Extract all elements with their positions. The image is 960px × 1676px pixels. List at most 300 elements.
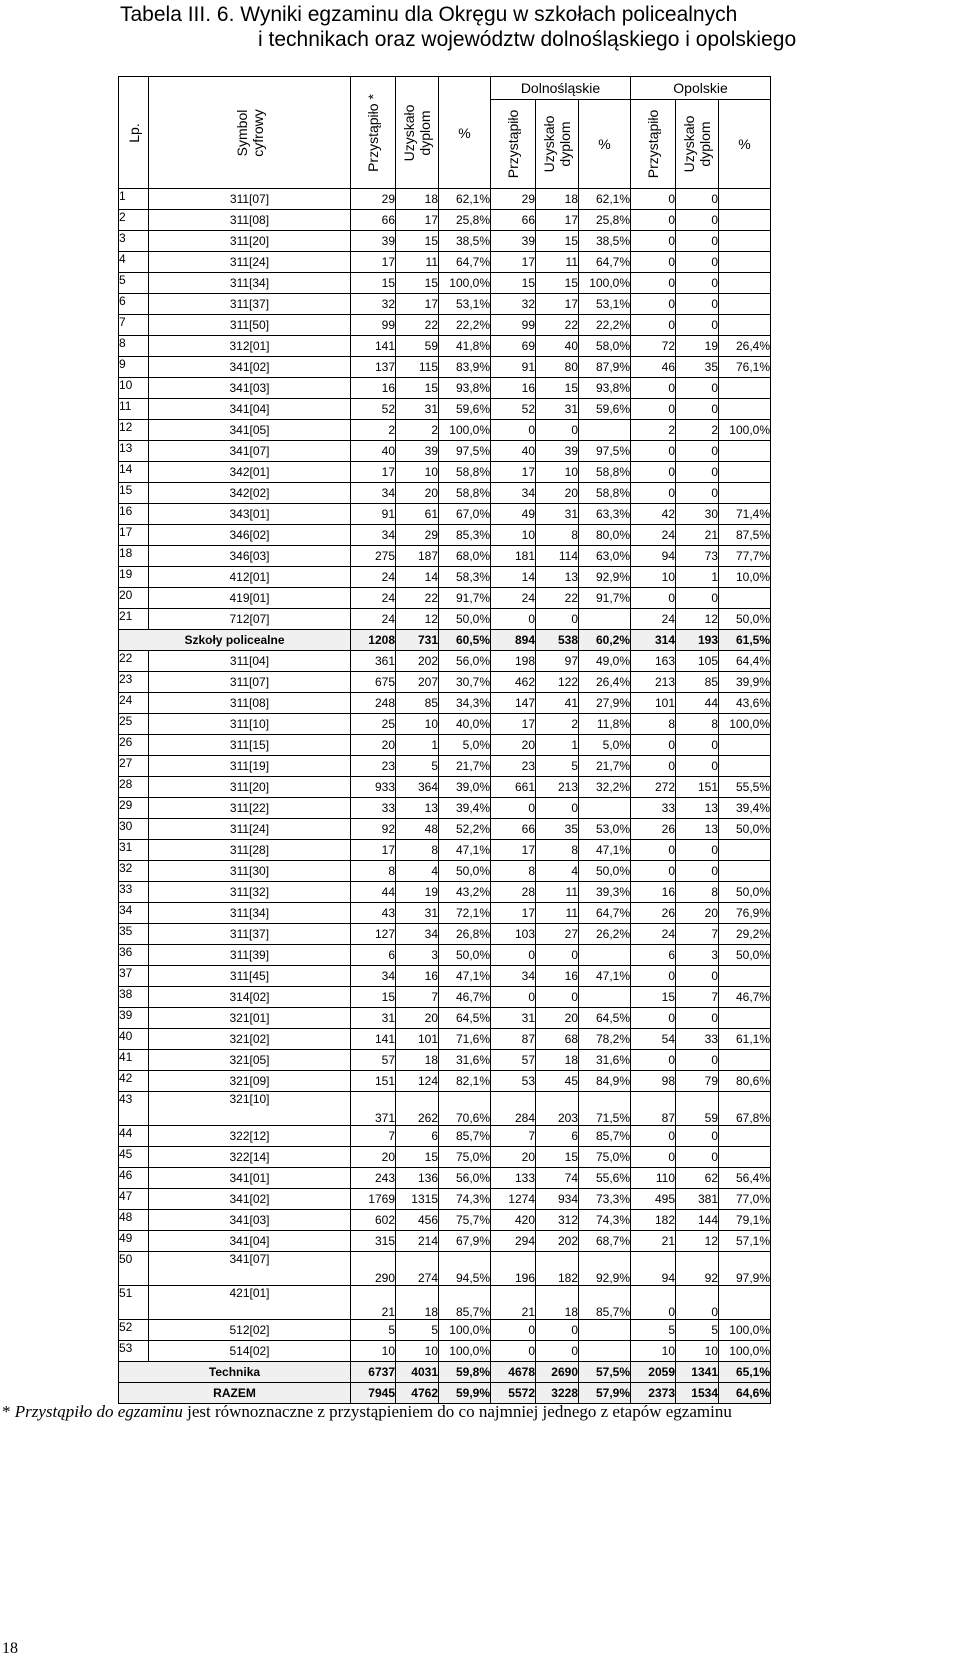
cell-opol-uzyskalo: 0 <box>676 441 719 462</box>
cell-dolno-uzyskalo: 11 <box>536 252 579 273</box>
table-row <box>119 798 771 819</box>
cell-dolno-pct: 58,0% <box>579 336 631 357</box>
cell-lp: 40 <box>119 1029 149 1050</box>
cell-przystapilo: 275 <box>351 546 396 567</box>
cell-lp: 34 <box>119 903 149 924</box>
header-symbol: Symbol cyfrowy <box>149 77 351 189</box>
cell-dolno-przystapilo: 103 <box>491 924 536 945</box>
cell-opol-przystapilo: 15 <box>631 987 676 1008</box>
cell-uzyskalo: 15 <box>396 231 439 252</box>
cell-dolno-pct: 68,7% <box>579 1231 631 1252</box>
cell-opol-pct: 57,1% <box>719 1231 771 1252</box>
cell-uzyskalo: 19 <box>396 882 439 903</box>
cell-przystapilo: 24 <box>351 567 396 588</box>
cell-symbol: 341[05] <box>149 420 351 441</box>
cell-opol-uzyskalo: 0 <box>676 1008 719 1029</box>
cell-pct: 58,8% <box>439 462 491 483</box>
table-row <box>119 1189 771 1210</box>
cell-uzyskalo: 39 <box>396 441 439 462</box>
cell-przystapilo: 24 <box>351 588 396 609</box>
cell-opol-uzyskalo: 1341 <box>676 1362 719 1383</box>
cell-pct: 26,8% <box>439 924 491 945</box>
cell-opol-przystapilo: 0 <box>631 399 676 420</box>
cell-dolno-uzyskalo: 0 <box>536 1320 579 1341</box>
cell-lp: 37 <box>119 966 149 987</box>
cell-symbol: 514[02] <box>149 1341 351 1362</box>
cell-opol-przystapilo: 0 <box>631 1126 676 1147</box>
cell-dolno-uzyskalo: 97 <box>536 651 579 672</box>
table-row <box>119 1341 771 1362</box>
cell-przystapilo: 44 <box>351 882 396 903</box>
cell-symbol: 311[08] <box>149 210 351 231</box>
cell-dolno-uzyskalo: 4 <box>536 861 579 882</box>
cell-dolno-uzyskalo: 68 <box>536 1029 579 1050</box>
cell-dolno-pct: 75,0% <box>579 1147 631 1168</box>
cell-przystapilo: 7 <box>351 1126 396 1147</box>
cell-dolno-pct <box>579 987 631 1008</box>
cell-lp: 7 <box>119 315 149 336</box>
cell-symbol: 712[07] <box>149 609 351 630</box>
cell-dolno-pct: 100,0% <box>579 273 631 294</box>
cell-lp: 50 <box>119 1252 149 1286</box>
table-row <box>119 588 771 609</box>
cell-przystapilo: 5 <box>351 1320 396 1341</box>
cell-dolno-pct: 26,2% <box>579 924 631 945</box>
cell-opol-przystapilo: 0 <box>631 189 676 210</box>
cell-lp: 51 <box>119 1286 149 1320</box>
cell-uzyskalo: 207 <box>396 672 439 693</box>
cell-opol-pct: 39,4% <box>719 798 771 819</box>
cell-dolno-pct: 31,6% <box>579 1050 631 1071</box>
cell-dolno-pct: 55,6% <box>579 1168 631 1189</box>
summary-label: RAZEM <box>119 1383 351 1404</box>
cell-uzyskalo: 17 <box>396 210 439 231</box>
cell-dolno-przystapilo: 661 <box>491 777 536 798</box>
cell-przystapilo: 7945 <box>351 1383 396 1404</box>
cell-lp: 30 <box>119 819 149 840</box>
cell-lp: 23 <box>119 672 149 693</box>
table-row <box>119 903 771 924</box>
cell-opol-uzyskalo: 0 <box>676 189 719 210</box>
cell-lp: 4 <box>119 252 149 273</box>
cell-dolno-pct: 64,7% <box>579 903 631 924</box>
cell-dolno-pct: 59,6% <box>579 399 631 420</box>
cell-symbol: 311[32] <box>149 882 351 903</box>
table-row <box>119 210 771 231</box>
cell-dolno-uzyskalo: 1 <box>536 735 579 756</box>
cell-przystapilo: 66 <box>351 210 396 231</box>
header-dolnoslaskie: Dolnośląskie <box>491 77 631 100</box>
cell-przystapilo: 315 <box>351 1231 396 1252</box>
cell-dolno-uzyskalo: 2690 <box>536 1362 579 1383</box>
cell-dolno-pct: 47,1% <box>579 840 631 861</box>
cell-uzyskalo: 61 <box>396 504 439 525</box>
cell-pct: 56,0% <box>439 651 491 672</box>
cell-dolno-przystapilo: 10 <box>491 525 536 546</box>
cell-dolno-uzyskalo: 31 <box>536 399 579 420</box>
cell-opol-pct <box>719 252 771 273</box>
cell-lp: 1 <box>119 189 149 210</box>
cell-dolno-uzyskalo: 538 <box>536 630 579 651</box>
cell-symbol: 321[02] <box>149 1029 351 1050</box>
cell-lp: 24 <box>119 693 149 714</box>
cell-dolno-przystapilo: 69 <box>491 336 536 357</box>
cell-dolno-uzyskalo: 74 <box>536 1168 579 1189</box>
cell-opol-pct: 50,0% <box>719 882 771 903</box>
cell-pct: 41,8% <box>439 336 491 357</box>
cell-lp: 19 <box>119 567 149 588</box>
cell-uzyskalo: 22 <box>396 315 439 336</box>
cell-uzyskalo: 262 <box>396 1092 439 1126</box>
cell-dolno-uzyskalo: 20 <box>536 1008 579 1029</box>
table-row <box>119 693 771 714</box>
cell-dolno-przystapilo: 31 <box>491 1008 536 1029</box>
cell-lp: 39 <box>119 1008 149 1029</box>
summary-label: Szkoły policealne <box>119 630 351 651</box>
cell-lp: 33 <box>119 882 149 903</box>
cell-pct: 39,4% <box>439 798 491 819</box>
cell-dolno-przystapilo: 87 <box>491 1029 536 1050</box>
cell-lp: 27 <box>119 756 149 777</box>
cell-pct: 100,0% <box>439 273 491 294</box>
cell-pct: 43,2% <box>439 882 491 903</box>
cell-dolno-przystapilo: 53 <box>491 1071 536 1092</box>
table-row <box>119 399 771 420</box>
table-row <box>119 735 771 756</box>
cell-opol-uzyskalo: 0 <box>676 840 719 861</box>
cell-przystapilo: 1208 <box>351 630 396 651</box>
cell-przystapilo: 92 <box>351 819 396 840</box>
cell-dolno-pct: 5,0% <box>579 735 631 756</box>
cell-dolno-przystapilo: 0 <box>491 1320 536 1341</box>
cell-opol-przystapilo: 0 <box>631 840 676 861</box>
table-row <box>119 609 771 630</box>
table-row <box>119 1147 771 1168</box>
cell-przystapilo: 17 <box>351 252 396 273</box>
cell-dolno-przystapilo: 0 <box>491 609 536 630</box>
cell-przystapilo: 34 <box>351 966 396 987</box>
cell-dolno-uzyskalo: 0 <box>536 609 579 630</box>
cell-opol-uzyskalo: 0 <box>676 588 719 609</box>
cell-przystapilo: 243 <box>351 1168 396 1189</box>
cell-dolno-uzyskalo: 15 <box>536 1147 579 1168</box>
header-pct: % <box>439 77 491 189</box>
cell-uzyskalo: 34 <box>396 924 439 945</box>
cell-opol-pct: 65,1% <box>719 1362 771 1383</box>
cell-opol-przystapilo: 2059 <box>631 1362 676 1383</box>
cell-symbol: 421[01] <box>149 1286 351 1320</box>
cell-dolno-pct: 32,2% <box>579 777 631 798</box>
cell-opol-przystapilo: 0 <box>631 252 676 273</box>
cell-lp: 15 <box>119 483 149 504</box>
cell-dolno-pct: 39,3% <box>579 882 631 903</box>
cell-opol-uzyskalo: 7 <box>676 924 719 945</box>
cell-uzyskalo: 101 <box>396 1029 439 1050</box>
cell-uzyskalo: 364 <box>396 777 439 798</box>
cell-opol-uzyskalo: 79 <box>676 1071 719 1092</box>
cell-opol-przystapilo: 54 <box>631 1029 676 1050</box>
cell-pct: 52,2% <box>439 819 491 840</box>
cell-symbol: 311[07] <box>149 672 351 693</box>
cell-dolno-pct: 73,3% <box>579 1189 631 1210</box>
cell-lp: 25 <box>119 714 149 735</box>
cell-dolno-pct <box>579 1341 631 1362</box>
cell-opol-przystapilo: 0 <box>631 231 676 252</box>
results-table <box>118 76 771 1404</box>
cell-przystapilo: 33 <box>351 798 396 819</box>
cell-uzyskalo: 7 <box>396 987 439 1008</box>
cell-opol-pct: 77,7% <box>719 546 771 567</box>
table-row <box>119 1210 771 1231</box>
cell-dolno-uzyskalo: 0 <box>536 798 579 819</box>
cell-dolno-pct: 47,1% <box>579 966 631 987</box>
cell-opol-pct: 100,0% <box>719 714 771 735</box>
cell-pct: 82,1% <box>439 1071 491 1092</box>
cell-dolno-pct: 53,1% <box>579 294 631 315</box>
table-row <box>119 651 771 672</box>
cell-opol-pct: 87,5% <box>719 525 771 546</box>
table-row <box>119 1252 771 1286</box>
cell-dolno-pct: 92,9% <box>579 567 631 588</box>
cell-lp: 38 <box>119 987 149 1008</box>
cell-opol-pct <box>719 399 771 420</box>
cell-dolno-pct: 25,8% <box>579 210 631 231</box>
cell-dolno-przystapilo: 7 <box>491 1126 536 1147</box>
cell-dolno-pct <box>579 945 631 966</box>
cell-symbol: 311[34] <box>149 903 351 924</box>
cell-pct: 67,0% <box>439 504 491 525</box>
cell-uzyskalo: 1315 <box>396 1189 439 1210</box>
cell-opol-przystapilo: 0 <box>631 756 676 777</box>
table-row <box>119 315 771 336</box>
cell-pct: 100,0% <box>439 1320 491 1341</box>
cell-opol-uzyskalo: 13 <box>676 798 719 819</box>
cell-symbol: 311[39] <box>149 945 351 966</box>
cell-dolno-przystapilo: 0 <box>491 945 536 966</box>
cell-uzyskalo: 85 <box>396 693 439 714</box>
cell-opol-pct <box>719 483 771 504</box>
cell-opol-pct: 76,1% <box>719 357 771 378</box>
cell-opol-pct: 46,7% <box>719 987 771 1008</box>
cell-dolno-przystapilo: 99 <box>491 315 536 336</box>
cell-pct: 74,3% <box>439 1189 491 1210</box>
cell-dolno-pct: 63,0% <box>579 546 631 567</box>
cell-uzyskalo: 15 <box>396 1147 439 1168</box>
cell-opol-uzyskalo: 0 <box>676 756 719 777</box>
cell-dolno-uzyskalo: 31 <box>536 504 579 525</box>
cell-opol-przystapilo: 21 <box>631 1231 676 1252</box>
cell-przystapilo: 17 <box>351 462 396 483</box>
cell-uzyskalo: 11 <box>396 252 439 273</box>
cell-dolno-pct: 74,3% <box>579 1210 631 1231</box>
cell-opol-uzyskalo: 0 <box>676 861 719 882</box>
cell-lp: 48 <box>119 1210 149 1231</box>
cell-pct: 50,0% <box>439 945 491 966</box>
cell-opol-pct: 50,0% <box>719 945 771 966</box>
cell-uzyskalo: 20 <box>396 483 439 504</box>
cell-symbol: 311[19] <box>149 756 351 777</box>
summary-row <box>119 1362 771 1383</box>
cell-dolno-przystapilo: 91 <box>491 357 536 378</box>
cell-przystapilo: 371 <box>351 1092 396 1126</box>
cell-lp: 18 <box>119 546 149 567</box>
cell-dolno-przystapilo: 32 <box>491 294 536 315</box>
cell-dolno-uzyskalo: 114 <box>536 546 579 567</box>
cell-pct: 100,0% <box>439 1341 491 1362</box>
cell-opol-uzyskalo: 0 <box>676 252 719 273</box>
cell-dolno-przystapilo: 0 <box>491 987 536 1008</box>
cell-opol-przystapilo: 101 <box>631 693 676 714</box>
cell-dolno-przystapilo: 1274 <box>491 1189 536 1210</box>
cell-lp: 21 <box>119 609 149 630</box>
cell-dolno-przystapilo: 147 <box>491 693 536 714</box>
cell-symbol: 311[20] <box>149 777 351 798</box>
cell-przystapilo: 8 <box>351 861 396 882</box>
cell-uzyskalo: 214 <box>396 1231 439 1252</box>
cell-opol-pct: 64,4% <box>719 651 771 672</box>
table-row <box>119 840 771 861</box>
cell-opol-pct <box>719 315 771 336</box>
cell-przystapilo: 361 <box>351 651 396 672</box>
cell-dolno-uzyskalo: 934 <box>536 1189 579 1210</box>
cell-symbol: 321[01] <box>149 1008 351 1029</box>
cell-symbol: 346[03] <box>149 546 351 567</box>
cell-opol-uzyskalo: 5 <box>676 1320 719 1341</box>
cell-opol-przystapilo: 0 <box>631 462 676 483</box>
cell-opol-przystapilo: 98 <box>631 1071 676 1092</box>
cell-dolno-uzyskalo: 22 <box>536 315 579 336</box>
cell-dolno-przystapilo: 15 <box>491 273 536 294</box>
table-row <box>119 966 771 987</box>
cell-opol-przystapilo: 0 <box>631 378 676 399</box>
table-row <box>119 483 771 504</box>
cell-dolno-uzyskalo: 40 <box>536 336 579 357</box>
header-przystapilo-star: Przystąpiło * <box>351 77 396 189</box>
cell-opol-uzyskalo: 92 <box>676 1252 719 1286</box>
cell-opol-uzyskalo: 0 <box>676 1286 719 1320</box>
cell-opol-uzyskalo: 19 <box>676 336 719 357</box>
cell-dolno-przystapilo: 34 <box>491 966 536 987</box>
table-row <box>119 1320 771 1341</box>
header-lp: Lp. <box>119 77 149 189</box>
cell-uzyskalo: 18 <box>396 1050 439 1071</box>
cell-opol-pct <box>719 231 771 252</box>
cell-lp: 41 <box>119 1050 149 1071</box>
cell-symbol: 311[28] <box>149 840 351 861</box>
cell-uzyskalo: 4031 <box>396 1362 439 1383</box>
cell-pct: 70,6% <box>439 1092 491 1126</box>
cell-przystapilo: 248 <box>351 693 396 714</box>
cell-dolno-uzyskalo: 6 <box>536 1126 579 1147</box>
header-dolno-pct: % <box>579 100 631 189</box>
cell-pct: 53,1% <box>439 294 491 315</box>
cell-lp: 3 <box>119 231 149 252</box>
cell-opol-przystapilo: 46 <box>631 357 676 378</box>
cell-pct: 75,0% <box>439 1147 491 1168</box>
cell-opol-przystapilo: 0 <box>631 210 676 231</box>
cell-dolno-uzyskalo: 0 <box>536 420 579 441</box>
cell-opol-uzyskalo: 1 <box>676 567 719 588</box>
cell-dolno-uzyskalo: 8 <box>536 840 579 861</box>
cell-opol-uzyskalo: 85 <box>676 672 719 693</box>
cell-opol-uzyskalo: 0 <box>676 315 719 336</box>
cell-dolno-przystapilo: 29 <box>491 189 536 210</box>
cell-uzyskalo: 274 <box>396 1252 439 1286</box>
cell-lp: 10 <box>119 378 149 399</box>
cell-uzyskalo: 59 <box>396 336 439 357</box>
cell-opol-uzyskalo: 0 <box>676 1126 719 1147</box>
cell-dolno-przystapilo: 66 <box>491 210 536 231</box>
cell-opol-pct: 79,1% <box>719 1210 771 1231</box>
table-row <box>119 987 771 1008</box>
cell-symbol: 311[08] <box>149 693 351 714</box>
cell-dolno-przystapilo: 17 <box>491 840 536 861</box>
cell-pct: 50,0% <box>439 609 491 630</box>
cell-opol-uzyskalo: 62 <box>676 1168 719 1189</box>
table-row <box>119 756 771 777</box>
cell-przystapilo: 57 <box>351 1050 396 1071</box>
cell-dolno-uzyskalo: 312 <box>536 1210 579 1231</box>
cell-opol-uzyskalo: 105 <box>676 651 719 672</box>
table-row <box>119 1050 771 1071</box>
cell-przystapilo: 43 <box>351 903 396 924</box>
cell-uzyskalo: 15 <box>396 378 439 399</box>
cell-opol-przystapilo: 6 <box>631 945 676 966</box>
cell-opol-przystapilo: 0 <box>631 441 676 462</box>
cell-symbol: 311[22] <box>149 798 351 819</box>
cell-symbol: 322[12] <box>149 1126 351 1147</box>
cell-symbol: 341[02] <box>149 357 351 378</box>
cell-pct: 71,6% <box>439 1029 491 1050</box>
cell-symbol: 341[07] <box>149 1252 351 1286</box>
cell-dolno-pct: 64,5% <box>579 1008 631 1029</box>
cell-uzyskalo: 1 <box>396 735 439 756</box>
table-body <box>119 189 771 1404</box>
table-row <box>119 1286 771 1320</box>
cell-opol-uzyskalo: 13 <box>676 819 719 840</box>
cell-dolno-przystapilo: 894 <box>491 630 536 651</box>
cell-opol-przystapilo: 0 <box>631 483 676 504</box>
cell-opol-przystapilo: 0 <box>631 861 676 882</box>
cell-symbol: 311[04] <box>149 651 351 672</box>
cell-lp: 42 <box>119 1071 149 1092</box>
cell-dolno-uzyskalo: 5 <box>536 756 579 777</box>
cell-symbol: 322[14] <box>149 1147 351 1168</box>
table-row <box>119 1029 771 1050</box>
table-row <box>119 567 771 588</box>
table-row <box>119 546 771 567</box>
cell-symbol: 311[37] <box>149 294 351 315</box>
cell-symbol: 341[04] <box>149 399 351 420</box>
cell-lp: 14 <box>119 462 149 483</box>
cell-pct: 68,0% <box>439 546 491 567</box>
cell-opol-uzyskalo: 12 <box>676 1231 719 1252</box>
cell-opol-uzyskalo: 0 <box>676 273 719 294</box>
cell-opol-uzyskalo: 21 <box>676 525 719 546</box>
cell-lp: 16 <box>119 504 149 525</box>
cell-symbol: 312[01] <box>149 336 351 357</box>
cell-dolno-pct <box>579 798 631 819</box>
cell-pct: 21,7% <box>439 756 491 777</box>
cell-dolno-przystapilo: 5572 <box>491 1383 536 1404</box>
cell-opol-uzyskalo: 44 <box>676 693 719 714</box>
cell-uzyskalo: 2 <box>396 420 439 441</box>
cell-uzyskalo: 10 <box>396 714 439 735</box>
cell-pct: 50,0% <box>439 861 491 882</box>
cell-uzyskalo: 17 <box>396 294 439 315</box>
cell-opol-uzyskalo: 0 <box>676 210 719 231</box>
cell-pct: 58,8% <box>439 483 491 504</box>
